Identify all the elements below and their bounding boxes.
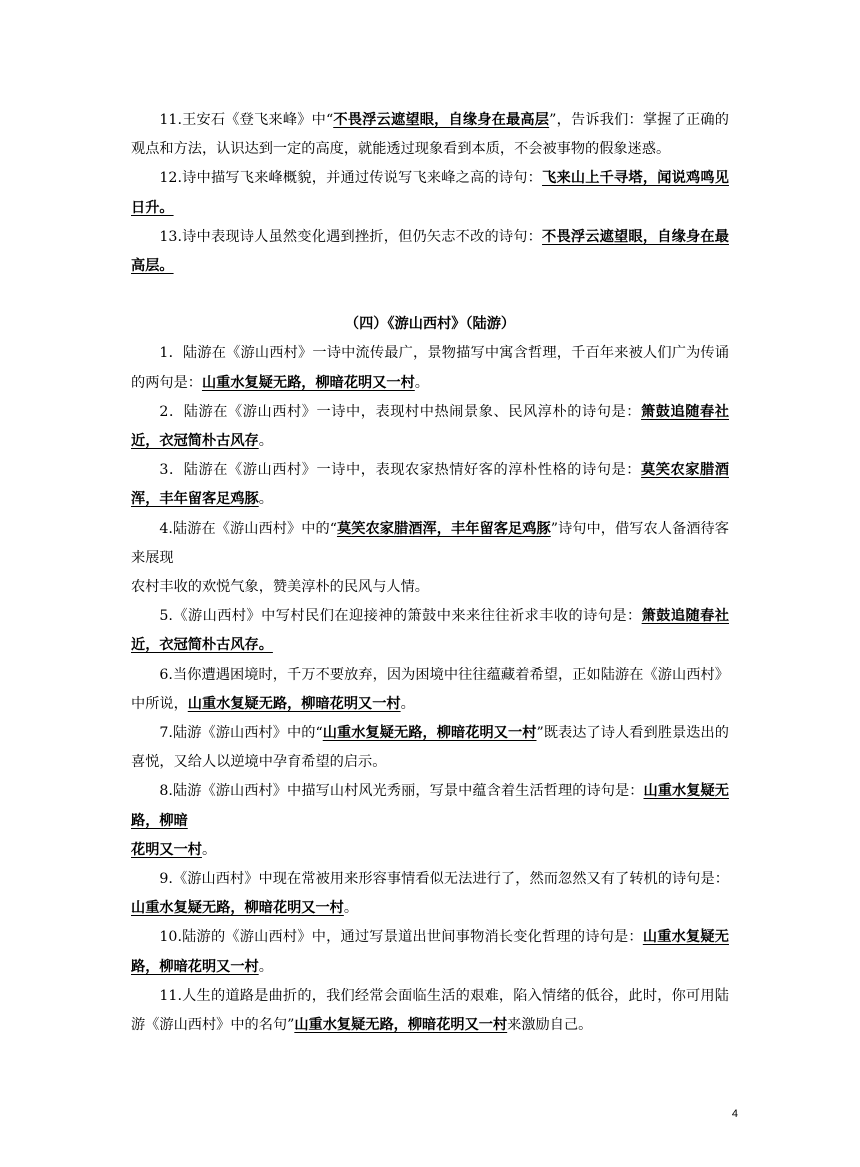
item-s4-9: 9.《游山西村》中现在常被用来形容事情看似无法进行了，然而忽然又有了转机的诗句是：山重水复疑无路，柳暗花明又一村。 [131,871,729,917]
item-s4-1: 1．陆游在《游山西村》一诗中流传最广，景物描写中寓含哲理，千百年来被人们广为传诵的两句是：山重水复疑无路，柳暗花明又一村。 [131,345,729,391]
answer-text: 箫鼓追随春社近，衣冠简朴古风存。 [131,608,729,654]
answer-text: 山重水复疑无路，柳暗花明又一村 [131,900,344,917]
answer-text: 不畏浮云遮望眼，自缘身在最高层 [333,112,550,128]
page-number: 4 [731,1108,738,1120]
answer-text: 不畏浮云遮望眼，自缘身在最高层。 [131,228,729,275]
answer-text: 莫笑农家腊酒浑，丰年留客足鸡豚 [131,462,729,508]
answer-text: 飞来山上千寻塔，闻说鸡鸣见日升。 [131,170,729,216]
answer-text: 山重水复疑无路，柳暗花明又一村 [187,695,401,712]
item-s4-2: 2．陆游在《游山西村》一诗中，表现村中热闹景象、民风淳朴的诗句是：箫鼓追随春社近，衣冠简朴古风存。 [131,403,729,450]
item-s4-8: 8.陆游《游山西村》中描写山村风光秀丽，写景中蕴含着生活哲理的诗句是：山重水复疑无路，柳暗 [131,783,729,829]
answer-text: 花明又一村 [131,841,202,858]
section-heading: （四）《游山西村》（陆游） [344,316,516,333]
item-s4-4-continuation: 农村丰收的欢悦气象，赞美淳朴的民风与人情。 [131,579,429,596]
item-s4-11: 11.人生的道路是曲折的，我们经常会面临生活的艰难，陷入情绪的低谷，此时，你可用陆游《游山西村》中的名句”山重水复疑无路，柳暗花明又一村来激励自己。 [131,987,729,1034]
item-s4-7: 7.陆游《游山西村》中的“山重水复疑无路，柳暗花明又一村”既表达了诗人看到胜景迭出的喜悦，又给人以逆境中孕育希望的启示。 [131,725,729,771]
item-s4-3: 3．陆游在《游山西村》一诗中，表现农家热情好客的淳朴性格的诗句是：莫笑农家腊酒浑，丰年留客足鸡豚。 [131,462,729,508]
item-s4-10: 10.陆游的《游山西村》中，通过写景道出世间事物消长变化哲理的诗句是：山重水复疑无路，柳暗花明又一村。 [131,929,729,975]
answer-text: 莫笑农家腊酒浑，丰年留客足鸡豚 [336,520,551,537]
item-s4-5: 5.《游山西村》中写村民们在迎接神的箫鼓中来来往往祈求丰收的诗句是：箫鼓追随春社近，衣冠简朴古风存。 [131,608,729,654]
answer-text: 山重水复疑无路，柳暗花明又一村 [294,1017,508,1034]
item-s3-11: 11.王安石《登飞来峰》中“不畏浮云遮望眼，自缘身在最高层”，告诉我们：掌握了正确的观点和方法，认识达到一定的高度，就能透过现象看到本质，不会被事物的假象迷惑。 [131,112,729,158]
page-content [131,106,729,1040]
answer-text: 山重水复疑无路，柳暗花明又一村 [201,374,415,391]
answer-text: 山重水复疑无路，柳暗花明又一村 [131,929,729,975]
answer-text: 山重水复疑无路，柳暗 [131,783,729,829]
item-s4-6: 6.当你遭遇困境时，千万不要放弃，因为困境中往往蕴藏着希望，正如陆游在《游山西村》中所说，山重水复疑无路，柳暗花明又一村。 [131,666,729,712]
answer-text: 箫鼓追随春社近，衣冠简朴古风存 [131,403,729,450]
item-s3-13: 13.诗中表现诗人虽然变化遇到挫折，但仍矢志不改的诗句：不畏浮云遮望眼，自缘身在最高层。 [131,228,729,275]
item-s4-4: 4.陆游在《游山西村》中的“莫笑农家腊酒浑，丰年留客足鸡豚”诗句中，借写农人备酒待客来展现 [131,520,729,566]
item-s3-12: 12.诗中描写飞来峰概貌，并通过传说写飞来峰之高的诗句：飞来山上千寻塔，闻说鸡鸣见日升。 [131,170,729,216]
answer-text: 山重水复疑无路，柳暗花明又一村 [322,725,537,742]
item-s4-8-continuation: 花明又一村。 [131,841,217,858]
